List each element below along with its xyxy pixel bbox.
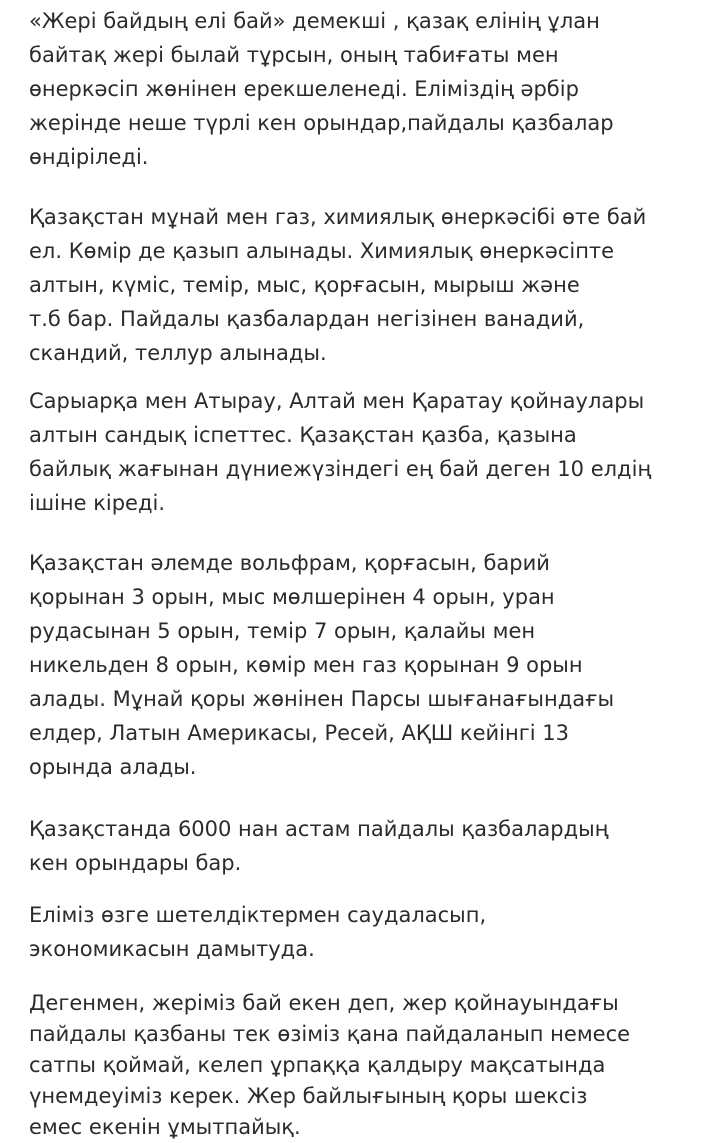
text-line: байлық жағынан дүниежүзіндегі ең бай деген 10 елдің <box>29 457 652 481</box>
paragraph-1 <box>29 4 699 174</box>
paragraph-5 <box>29 812 699 880</box>
text-line: үнемдеуіміз керек. Жер байлығының қоры шексіз <box>29 1084 588 1108</box>
text-line: Қазақстан әлемде вольфрам, қорғасын, барий <box>29 551 550 575</box>
paragraph-3 <box>29 384 699 520</box>
paragraph-6 <box>29 898 699 966</box>
text-line: «Жері байдың елі бай» демекші , қазақ елінің ұлан <box>29 9 600 33</box>
text-line: өнеркәсіп жөнінен ерекшеленеді. Еліміздің әрбір <box>29 77 579 101</box>
text-line: елдер, Латын Америкасы, Ресей, АҚШ кейінгі 13 <box>29 721 570 745</box>
text-line: Сарыарқа мен Атырау, Алтай мен Қаратау қойнаулары <box>29 389 645 413</box>
text-line: Қазақстан мұнай мен газ, химиялық өнеркәсібі өте бай <box>29 205 647 229</box>
text-line: емес екенін ұмытпайық. <box>29 1115 301 1139</box>
text-line: Дегенмен, жеріміз бай екен деп, жер қойнауындағы <box>29 991 619 1015</box>
text-line: алтын сандық іспеттес. Қазақстан қазба, қазына <box>29 423 577 447</box>
text-line: скандий, теллур алынады. <box>29 341 327 365</box>
text-line: ел. Көмір де қазып алынады. Химиялық өнеркәсіпте <box>29 239 615 263</box>
text-line: өндіріледі. <box>29 145 149 169</box>
text-line: алады. Мұнай қоры жөнінен Парсы шығанағындағы <box>29 687 615 711</box>
paragraph-4 <box>29 546 699 784</box>
text-line: жерінде неше түрлі кен орындар,пайдалы қазбалар <box>29 111 614 135</box>
text-line: кен орындары бар. <box>29 851 242 875</box>
text-line: орында алады. <box>29 755 197 779</box>
text-line: қорынан 3 орын, мыс мөлшерінен 4 орын, уран <box>29 585 555 609</box>
text-line: сатпы қоймай, келеп ұрпаққа қалдыру мақсатында <box>29 1053 606 1077</box>
text-line: т.б бар. Пайдалы қазбалардан негізінен ванадий, <box>29 307 585 331</box>
text-line: рудасынан 5 орын, темір 7 орын, қалайы мен <box>29 619 536 643</box>
text-line: экономикасын дамытуда. <box>29 937 315 961</box>
paragraph-2 <box>29 200 699 370</box>
paragraph-7 <box>29 988 699 1143</box>
text-line: Еліміз өзге шетелдіктермен саудаласып, <box>29 903 487 927</box>
text-line: пайдалы қазбаны тек өзіміз қана пайдаланып немесе <box>29 1022 631 1046</box>
text-line: никельден 8 орын, көмір мен газ қорынан 9 орын <box>29 653 583 677</box>
document-body <box>29 4 699 1143</box>
text-line: Қазақстанда 6000 нан астам пайдалы қазбалардың <box>29 817 609 841</box>
text-line: байтақ жері былай тұрсын, оның табиғаты мен <box>29 43 559 67</box>
text-line: ішіне кіреді. <box>29 491 166 515</box>
text-line: алтын, күміс, темір, мыс, қорғасын, мырыш және <box>29 273 580 297</box>
